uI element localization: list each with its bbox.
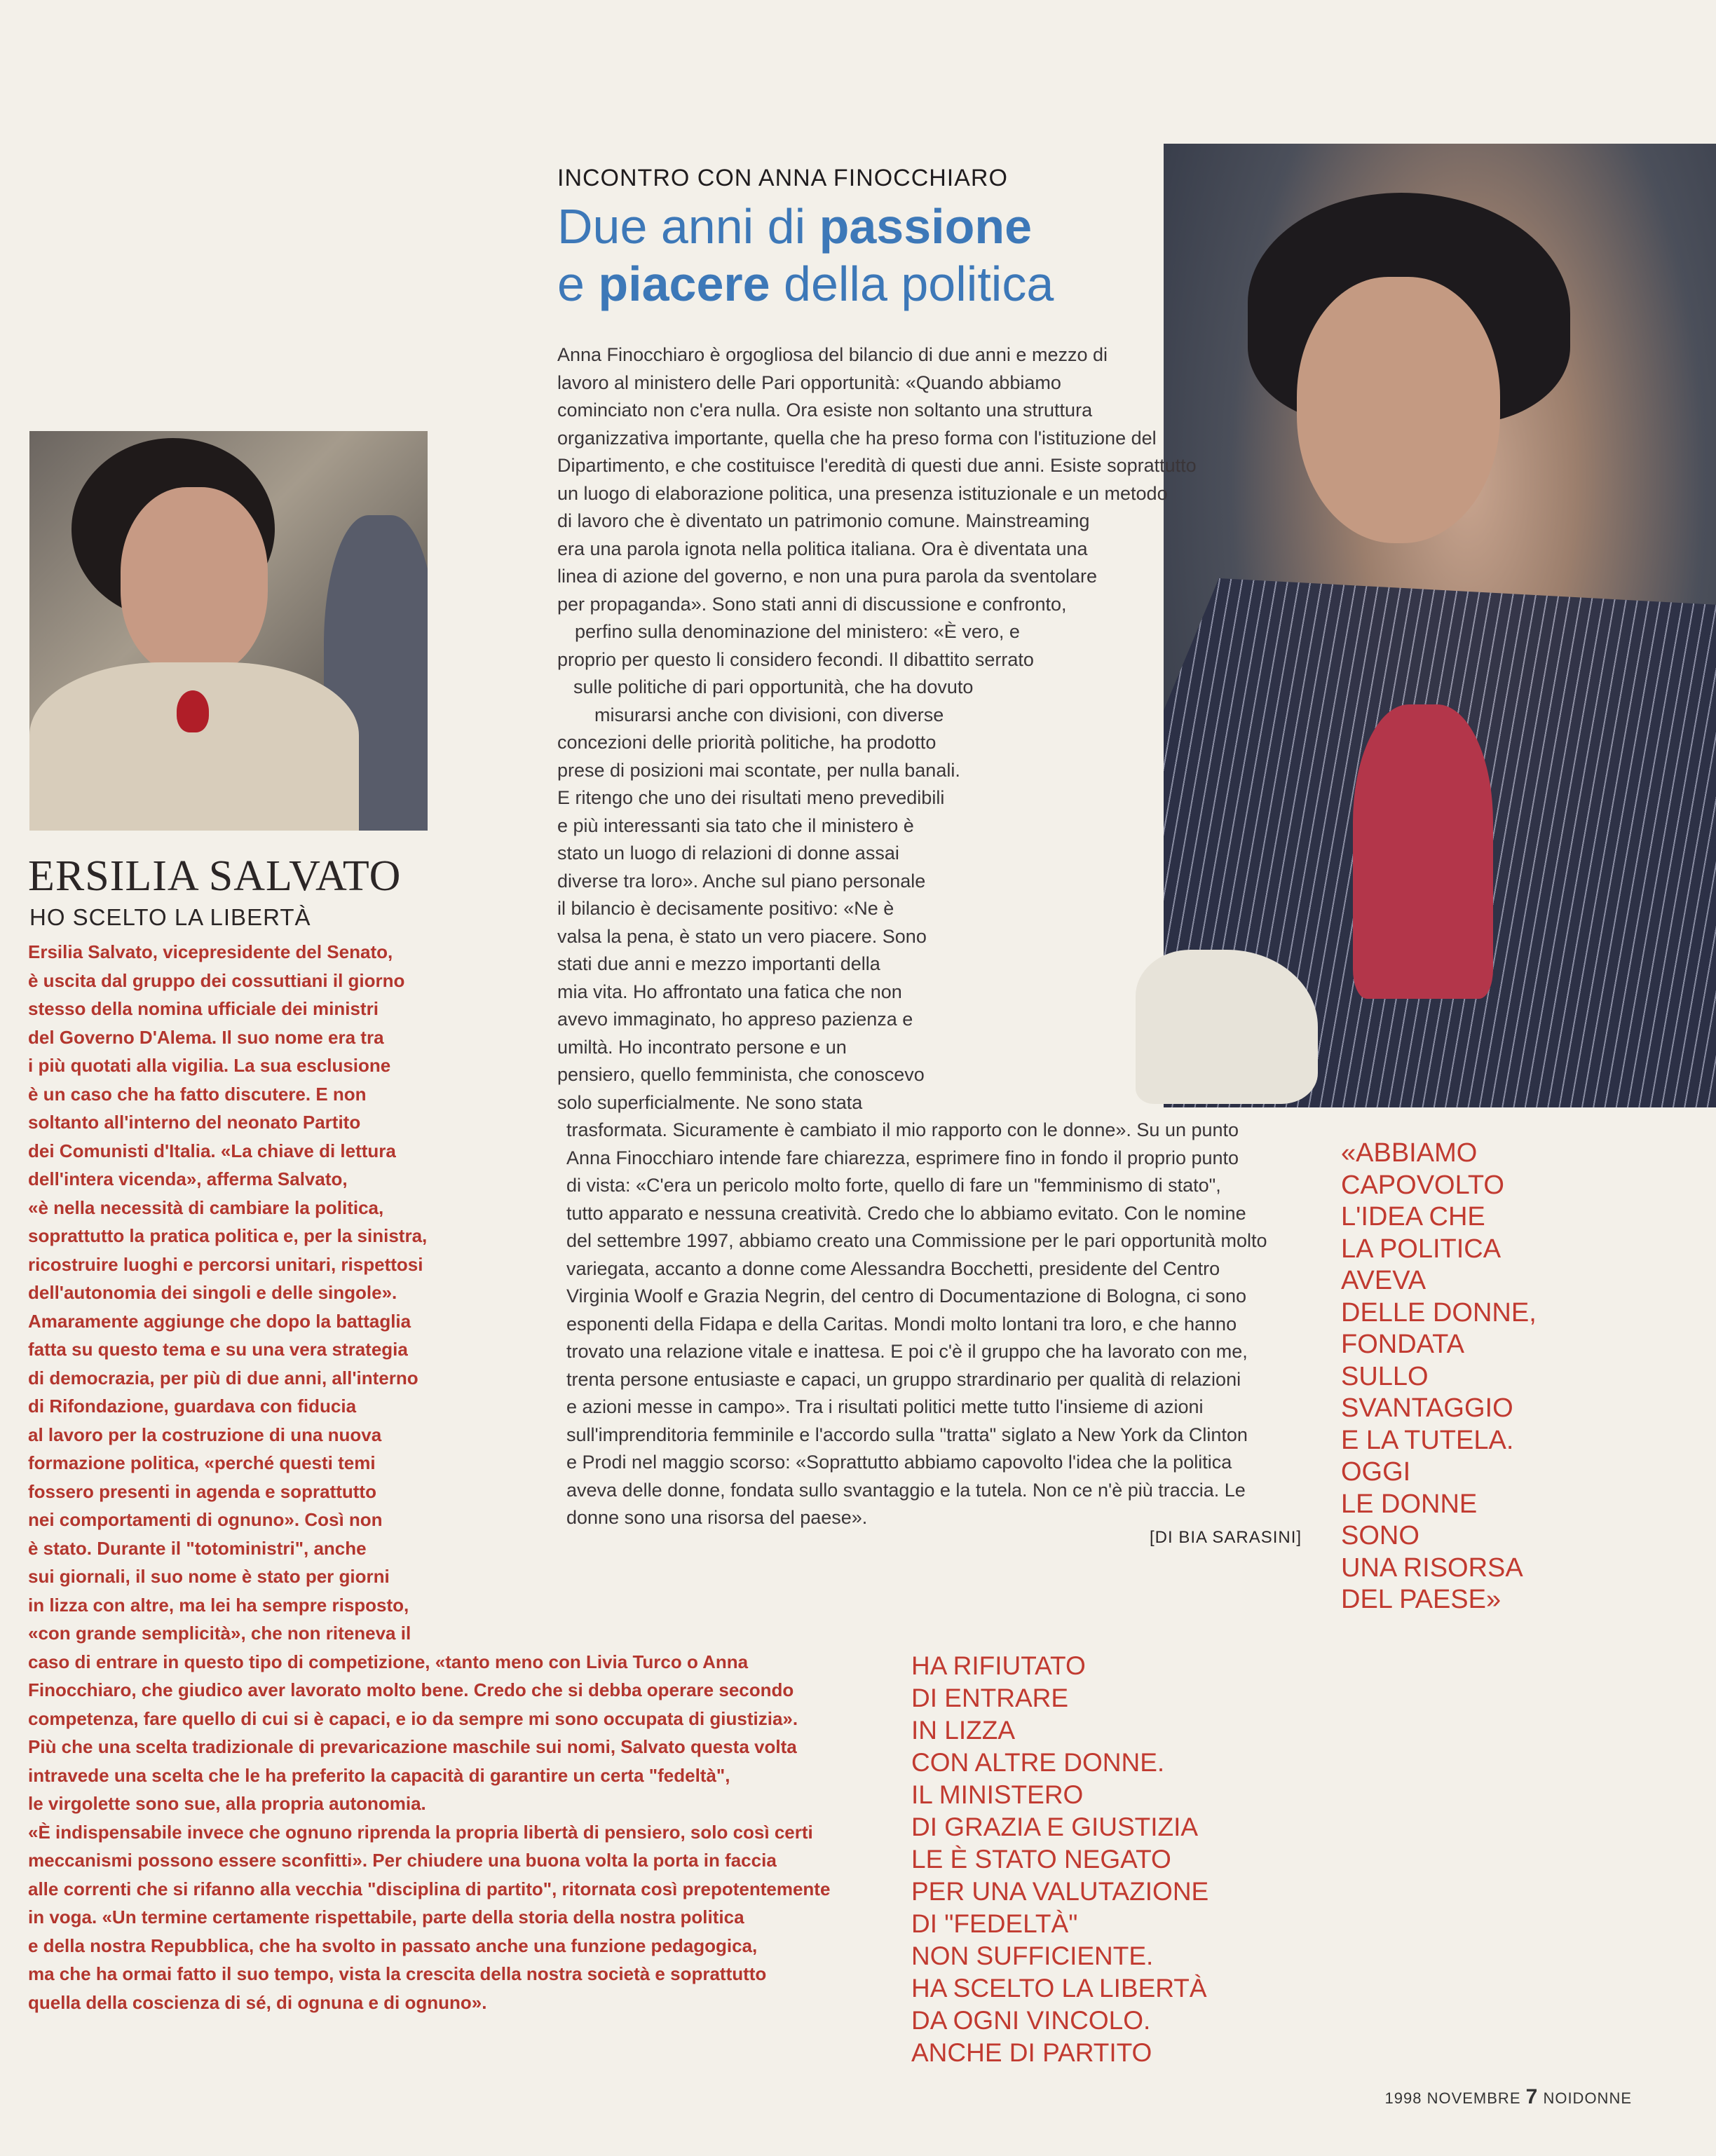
title-bold: passione — [819, 199, 1033, 254]
sidebar-line: caso di entrare in questo tipo di competizione, «tanto meno con Livia Turco o Anna — [28, 1651, 749, 1672]
sidebar-line: dell'autonomia dei singoli e delle singole». — [28, 1282, 397, 1303]
page-footer — [1385, 2085, 1632, 2109]
article-line: il bilancio è decisamente positivo: «Ne è — [557, 898, 894, 919]
quote2-line: CON ALTRE DONNE. — [911, 1748, 1165, 1777]
sidebar-name: ERSILIA SALVATO — [28, 852, 402, 900]
article-line: organizzativa importante, quella che ha preso forma con l'istituzione del — [557, 427, 1157, 449]
article-line: linea di azione del governo, e non una pura parola da sventolare — [557, 566, 1098, 587]
photo-face — [1297, 277, 1500, 543]
quote2-line: DA OGNI VINCOLO. — [911, 2006, 1151, 2035]
sidebar-line: nei comportamenti di ognuno». Così non — [28, 1509, 383, 1530]
quote1-line: E LA TUTELA. — [1341, 1425, 1514, 1455]
quote1-line: «ABBIAMO — [1341, 1138, 1478, 1168]
sidebar-line: Finocchiaro, che giudico aver lavorato molto bene. Credo che si debba operare secondo — [28, 1679, 794, 1700]
quote1-line: SVANTAGGIO — [1341, 1393, 1513, 1423]
sidebar-line: Amaramente aggiunge che dopo la battaglia — [28, 1310, 411, 1332]
sidebar-line: formazione politica, «perché questi temi — [28, 1452, 376, 1473]
sidebar-line: alle correnti che si rifanno alla vecchia "disciplina di partito", ritornata così prepotentemente — [28, 1878, 831, 1899]
title-bold: piacere — [598, 257, 770, 311]
sidebar-line: stesso della nomina ufficiale dei ministri — [28, 998, 379, 1019]
quote2-line: HA SCELTO LA LIBERTÀ — [911, 1974, 1207, 2003]
article-line: era una parola ignota nella politica italiana. Ora è diventata una — [557, 538, 1088, 559]
quote2-line: ANCHE DI PARTITO — [911, 2038, 1152, 2067]
sidebar-line: e della nostra Repubblica, che ha svolto in passato anche una funzione pedagogica, — [28, 1935, 758, 1956]
quote1-line: SULLO — [1341, 1361, 1429, 1391]
sidebar-line: «con grande semplicità», che non riteneva il — [28, 1623, 411, 1644]
sidebar-line: Ersilia Salvato, vicepresidente del Senato, — [28, 941, 393, 962]
sidebar-line: in lizza con altre, ma lei ha sempre risposto, — [28, 1594, 409, 1616]
sidebar-line: Più che una scelta tradizionale di prevaricazione maschile sui nomi, Salvato questa volta — [28, 1736, 797, 1757]
photo-paper — [1136, 950, 1318, 1104]
article-line: trasformata. Sicuramente è cambiato il mio rapporto con le donne». Su un punto — [566, 1119, 1239, 1140]
article-line: sulle politiche di pari opportunità, che ha dovuto — [573, 676, 974, 697]
article-line: trovato una relazione vitale e inattesa. E poi c'è il gruppo che ha lavorato con me, — [566, 1341, 1248, 1362]
quote1-line: DELLE DONNE, — [1341, 1297, 1537, 1328]
quote2-line: IL MINISTERO — [911, 1780, 1084, 1809]
article-line: E ritengo che uno dei risultati meno prevedibili — [557, 787, 945, 808]
rose-icon — [177, 690, 209, 732]
page-number: 7 — [1525, 2085, 1539, 2108]
article-line: stato un luogo di relazioni di donne assai — [557, 842, 899, 864]
article-line: avevo immaginato, ho appreso pazienza e — [557, 1009, 913, 1030]
article-line: tutto apparato e nessuna creatività. Credo che lo abbiamo evitato. Con le nomine — [566, 1202, 1246, 1224]
article-line: e Prodi nel maggio scorso: «Soprattutto abbiamo capovolto l'idea che la politica — [566, 1452, 1232, 1473]
article-line: un luogo di elaborazione politica, una presenza istituzionale e un metodo — [557, 482, 1168, 504]
sidebar-line: fossero presenti in agenda e soprattutto — [28, 1480, 376, 1502]
article-line: proprio per questo li considero fecondi. Il dibattito serrato — [557, 648, 1034, 670]
quote1-line: UNA RISORSA — [1341, 1553, 1523, 1583]
sidebar-line: sui giornali, il suo nome è stato per giorni — [28, 1566, 390, 1587]
article-line: di lavoro che è diventato un patrimonio comune. Mainstreaming — [557, 510, 1090, 531]
sidebar-line: è uscita dal gruppo dei cossuttiani il giorno — [28, 969, 405, 991]
sidebar-line: soprattutto la pratica politica e, per la sinistra, — [28, 1225, 428, 1246]
sidebar-line: meccanismi possono essere sconfitti». Per chiudere una buona volta la porta in faccia — [28, 1850, 777, 1871]
article-line: concezioni delle priorità politiche, ha prodotto — [557, 732, 937, 753]
sidebar-line: di Rifondazione, guardava con fiducia — [28, 1396, 357, 1417]
quote2-line: DI ENTRARE — [911, 1684, 1069, 1712]
sidebar-line: quella della coscienza di sé, di ognuna e di ognuno». — [28, 1991, 487, 2013]
sidebar-line: «è nella necessità di cambiare la politica, — [28, 1196, 384, 1218]
photo-face — [121, 487, 268, 676]
quote1-line: LA POLITICA — [1341, 1234, 1502, 1264]
article-kicker: INCONTRO CON ANNA FINOCCHIARO — [557, 165, 1008, 191]
article-line: lavoro al ministero delle Pari opportunità: «Quando abbiamo — [557, 371, 1061, 393]
sidebar-line: al lavoro per la costruzione di una nuova — [28, 1424, 382, 1445]
article-line: diverse tra loro». Anche sul piano personale — [557, 870, 926, 892]
portrait-photo-finocchiaro — [1164, 144, 1716, 1107]
article-line: Virginia Woolf e Grazia Negrin, del centro di Documentazione di Bologna, ci sono — [566, 1285, 1247, 1306]
sidebar-line: del Governo D'Alema. Il suo nome era tra — [28, 1026, 384, 1048]
article-line: e più interessanti sia tato che il ministero è — [557, 814, 914, 836]
title-part: e — [557, 257, 599, 311]
article-title — [557, 198, 1054, 313]
quote1-line: L'IDEA CHE — [1341, 1202, 1485, 1231]
quote1-line: AVEVA — [1341, 1266, 1426, 1295]
footer-magazine: NOIDONNE — [1543, 2089, 1632, 2107]
article-line: cominciato non c'era nulla. Ora esiste non soltanto una struttura — [557, 400, 1093, 421]
photo-blouse — [1353, 704, 1493, 999]
footer-date: 1998 NOVEMBRE — [1384, 2089, 1521, 2107]
article-line: perfino sulla denominazione del ministero: «È vero, e — [575, 621, 1020, 642]
article-line: esponenti della Fidapa e della Caritas. Mondi molto lontani tra loro, e che hanno — [566, 1313, 1237, 1335]
article-line: mia vita. Ho affrontato una fatica che non — [557, 981, 902, 1002]
article-line: e azioni messe in campo». Tra i risultati politici mette tutto l'insieme di azioni — [566, 1396, 1204, 1417]
article-line: Dipartimento, e che costituisce l'eredità di questi due anni. Esiste soprattutto — [557, 455, 1197, 476]
article-line: sull'imprenditoria femminile e l'accordo sulla "tratta" siglato a New York da Clinton — [566, 1424, 1248, 1445]
quote2-line: DI "FEDELTÀ" — [911, 1909, 1078, 1938]
sidebar-line: competenza, fare quello di cui si è capaci, e io da sempre mi sono occupata di giustizia». — [28, 1707, 798, 1729]
sidebar-line: ma che ha ormai fatto il suo tempo, vista la crescita della nostra società e soprattutto — [28, 1963, 767, 1984]
quote1-line: SONO — [1341, 1521, 1419, 1550]
sidebar-line: intravede una scelta che le ha preferito la capacità di garantire un certa "fedeltà", — [28, 1764, 730, 1786]
article-byline: [DI BIA SARASINI] — [1150, 1528, 1302, 1547]
article-line: stati due anni e mezzo importanti della — [557, 953, 880, 974]
sidebar-line: dei Comunisti d'Italia. «La chiave di lettura — [28, 1140, 396, 1161]
sidebar-line: è stato. Durante il "totoministri", anche — [28, 1537, 367, 1559]
sidebar-line: soltanto all'interno del neonato Partito — [28, 1112, 361, 1133]
quote1-line: DEL PAESE» — [1341, 1585, 1502, 1614]
quote1-line: FONDATA — [1341, 1330, 1464, 1359]
quote1-line: OGGI — [1341, 1457, 1411, 1487]
quote2-line: IN LIZZA — [911, 1716, 1016, 1745]
article-line: per propaganda». Sono stati anni di discussione e confronto, — [557, 593, 1067, 615]
sidebar-line: ricostruire luoghi e percorsi unitari, rispettosi — [28, 1253, 423, 1275]
article-line: misurarsi anche con divisioni, con diverse — [594, 704, 944, 725]
quote2-line: LE È STATO NEGATO — [911, 1845, 1171, 1874]
sidebar-subtitle: HO SCELTO LA LIBERTÀ — [29, 904, 311, 930]
sidebar-line: dell'intera vicenda», afferma Salvato, — [28, 1168, 348, 1189]
article-line: trenta persone entusiaste e capaci, un gruppo strardinario per qualità di relazioni — [566, 1368, 1241, 1390]
article-line: donne sono una risorsa del paese». — [566, 1507, 868, 1528]
sidebar-line: fatta su questo tema e su una vera strategia — [28, 1339, 408, 1360]
quote1-line: LE DONNE — [1341, 1489, 1478, 1519]
portrait-photo-salvato — [29, 431, 428, 831]
title-part: della politica — [770, 257, 1054, 311]
article-line: umiltà. Ho incontrato persone e un — [557, 1036, 847, 1058]
quote1-line: CAPOVOLTO — [1341, 1170, 1504, 1200]
photo-coat — [29, 662, 359, 831]
article-line: aveva delle donne, fondata sullo svantaggio e la tutela. Non ce n'è più traccia. Le — [566, 1479, 1246, 1501]
article-line: valsa la pena, è stato un vero piacere. Sono — [557, 925, 927, 947]
quote2-line: DI GRAZIA E GIUSTIZIA — [911, 1813, 1199, 1841]
article-line: di vista: «C'era un pericolo molto forte, quello di fare un "femminismo di stato", — [566, 1175, 1221, 1196]
article-line: Anna Finocchiaro è orgogliosa del bilancio di due anni e mezzo di — [557, 344, 1108, 365]
article-line: solo superficialmente. Ne sono stata — [557, 1091, 863, 1113]
article-line: Anna Finocchiaro intende fare chiarezza, esprimere fino in fondo il proprio punto — [566, 1147, 1239, 1168]
quote2-line: NON SUFFICIENTE. — [911, 1942, 1154, 1970]
sidebar-line: è un caso che ha fatto discutere. E non — [28, 1083, 367, 1105]
article-line: prese di posizioni mai scontate, per nulla banali. — [557, 759, 960, 781]
sidebar-line: «È indispensabile invece che ognuno riprenda la propria libertà di pensiero, solo così certi — [28, 1821, 813, 1843]
sidebar-line: di democrazia, per più di due anni, all'interno — [28, 1367, 418, 1389]
sidebar-line: i più quotati alla vigilia. La sua esclusione — [28, 1055, 391, 1076]
sidebar-line: in voga. «Un termine certamente rispettabile, parte della storia della nostra politica — [28, 1906, 744, 1928]
quote2-line: PER UNA VALUTAZIONE — [911, 1877, 1209, 1906]
article-line: del settembre 1997, abbiamo creato una Commissione per le pari opportunità molto — [566, 1230, 1267, 1251]
title-part: Due anni di — [557, 199, 819, 254]
sidebar-line: le virgolette sono sue, alla propria autonomia. — [28, 1793, 426, 1814]
article-line: pensiero, quello femminista, che conoscevo — [557, 1064, 925, 1085]
article-line: variegata, accanto a donne come Alessandra Bocchetti, presidente del Centro — [566, 1257, 1220, 1279]
quote2-line: HA RIFIUTATO — [911, 1651, 1086, 1680]
